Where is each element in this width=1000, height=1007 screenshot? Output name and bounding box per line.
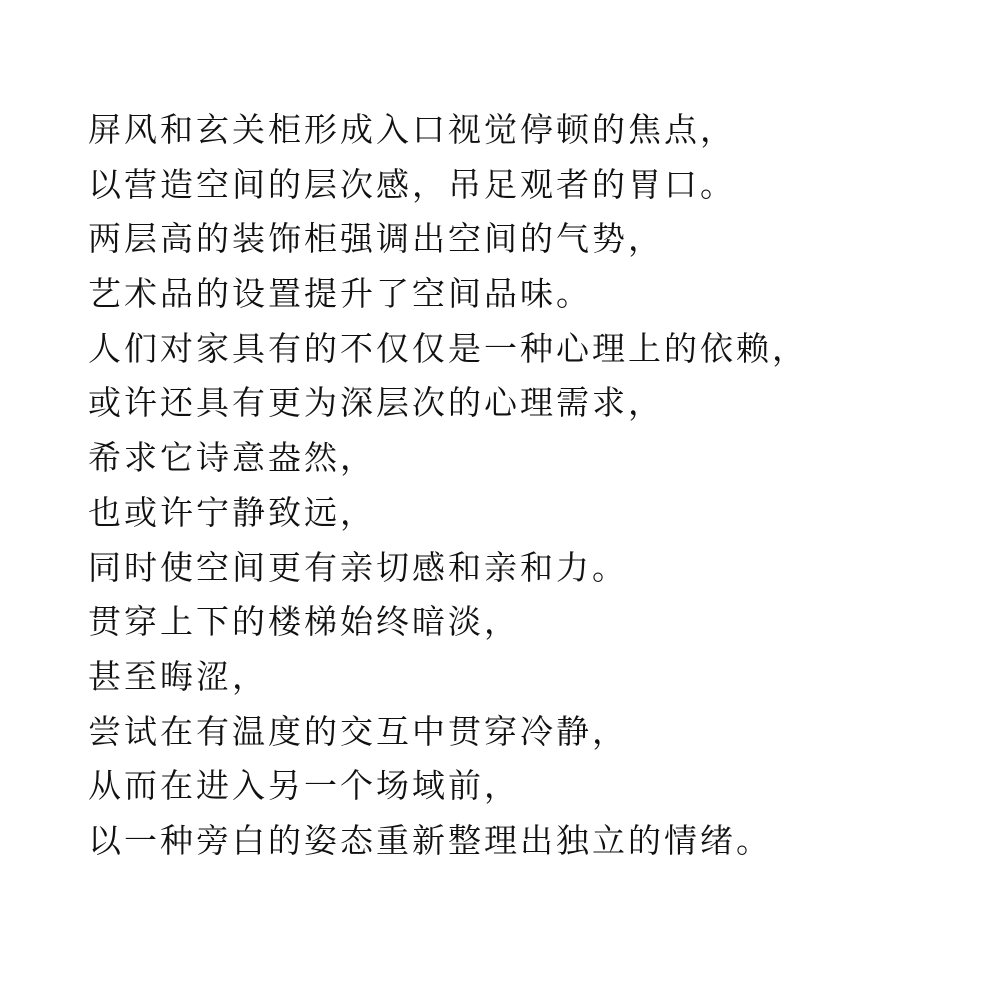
text-line-6: 或许还具有更为深层次的心理需求， xyxy=(88,383,664,423)
text-line-4: 艺术品的设置提升了空间品味。 xyxy=(88,274,592,314)
text-line-14: 以一种旁白的姿态重新整理出独立的情绪。 xyxy=(88,820,772,860)
text-line-9: 同时使空间更有亲切感和亲和力。 xyxy=(88,547,628,587)
text-line-10: 贯穿上下的楼梯始终暗淡， xyxy=(88,602,520,642)
text-line-1: 屏风和玄关柜形成入口视觉停顿的焦点， xyxy=(88,110,736,149)
text-line-3: 两层高的装饰柜强调出空间的气势， xyxy=(88,219,664,259)
text-line-7: 希求它诗意盎然， xyxy=(88,438,376,478)
text-line-12: 尝试在有温度的交互中贯穿冷静， xyxy=(88,711,628,751)
text-line-2: 以营造空间的层次感，吊足观者的胃口。 xyxy=(88,164,736,204)
text-line-5: 人们对家具有的不仅仅是一种心理上的依赖， xyxy=(88,328,808,368)
text-line-11: 甚至晦涩， xyxy=(88,656,268,696)
text-line-13: 从而在进入另一个场域前， xyxy=(88,766,520,806)
poem-text-block xyxy=(88,103,948,869)
text-line-8: 也或许宁静致远， xyxy=(88,492,376,532)
